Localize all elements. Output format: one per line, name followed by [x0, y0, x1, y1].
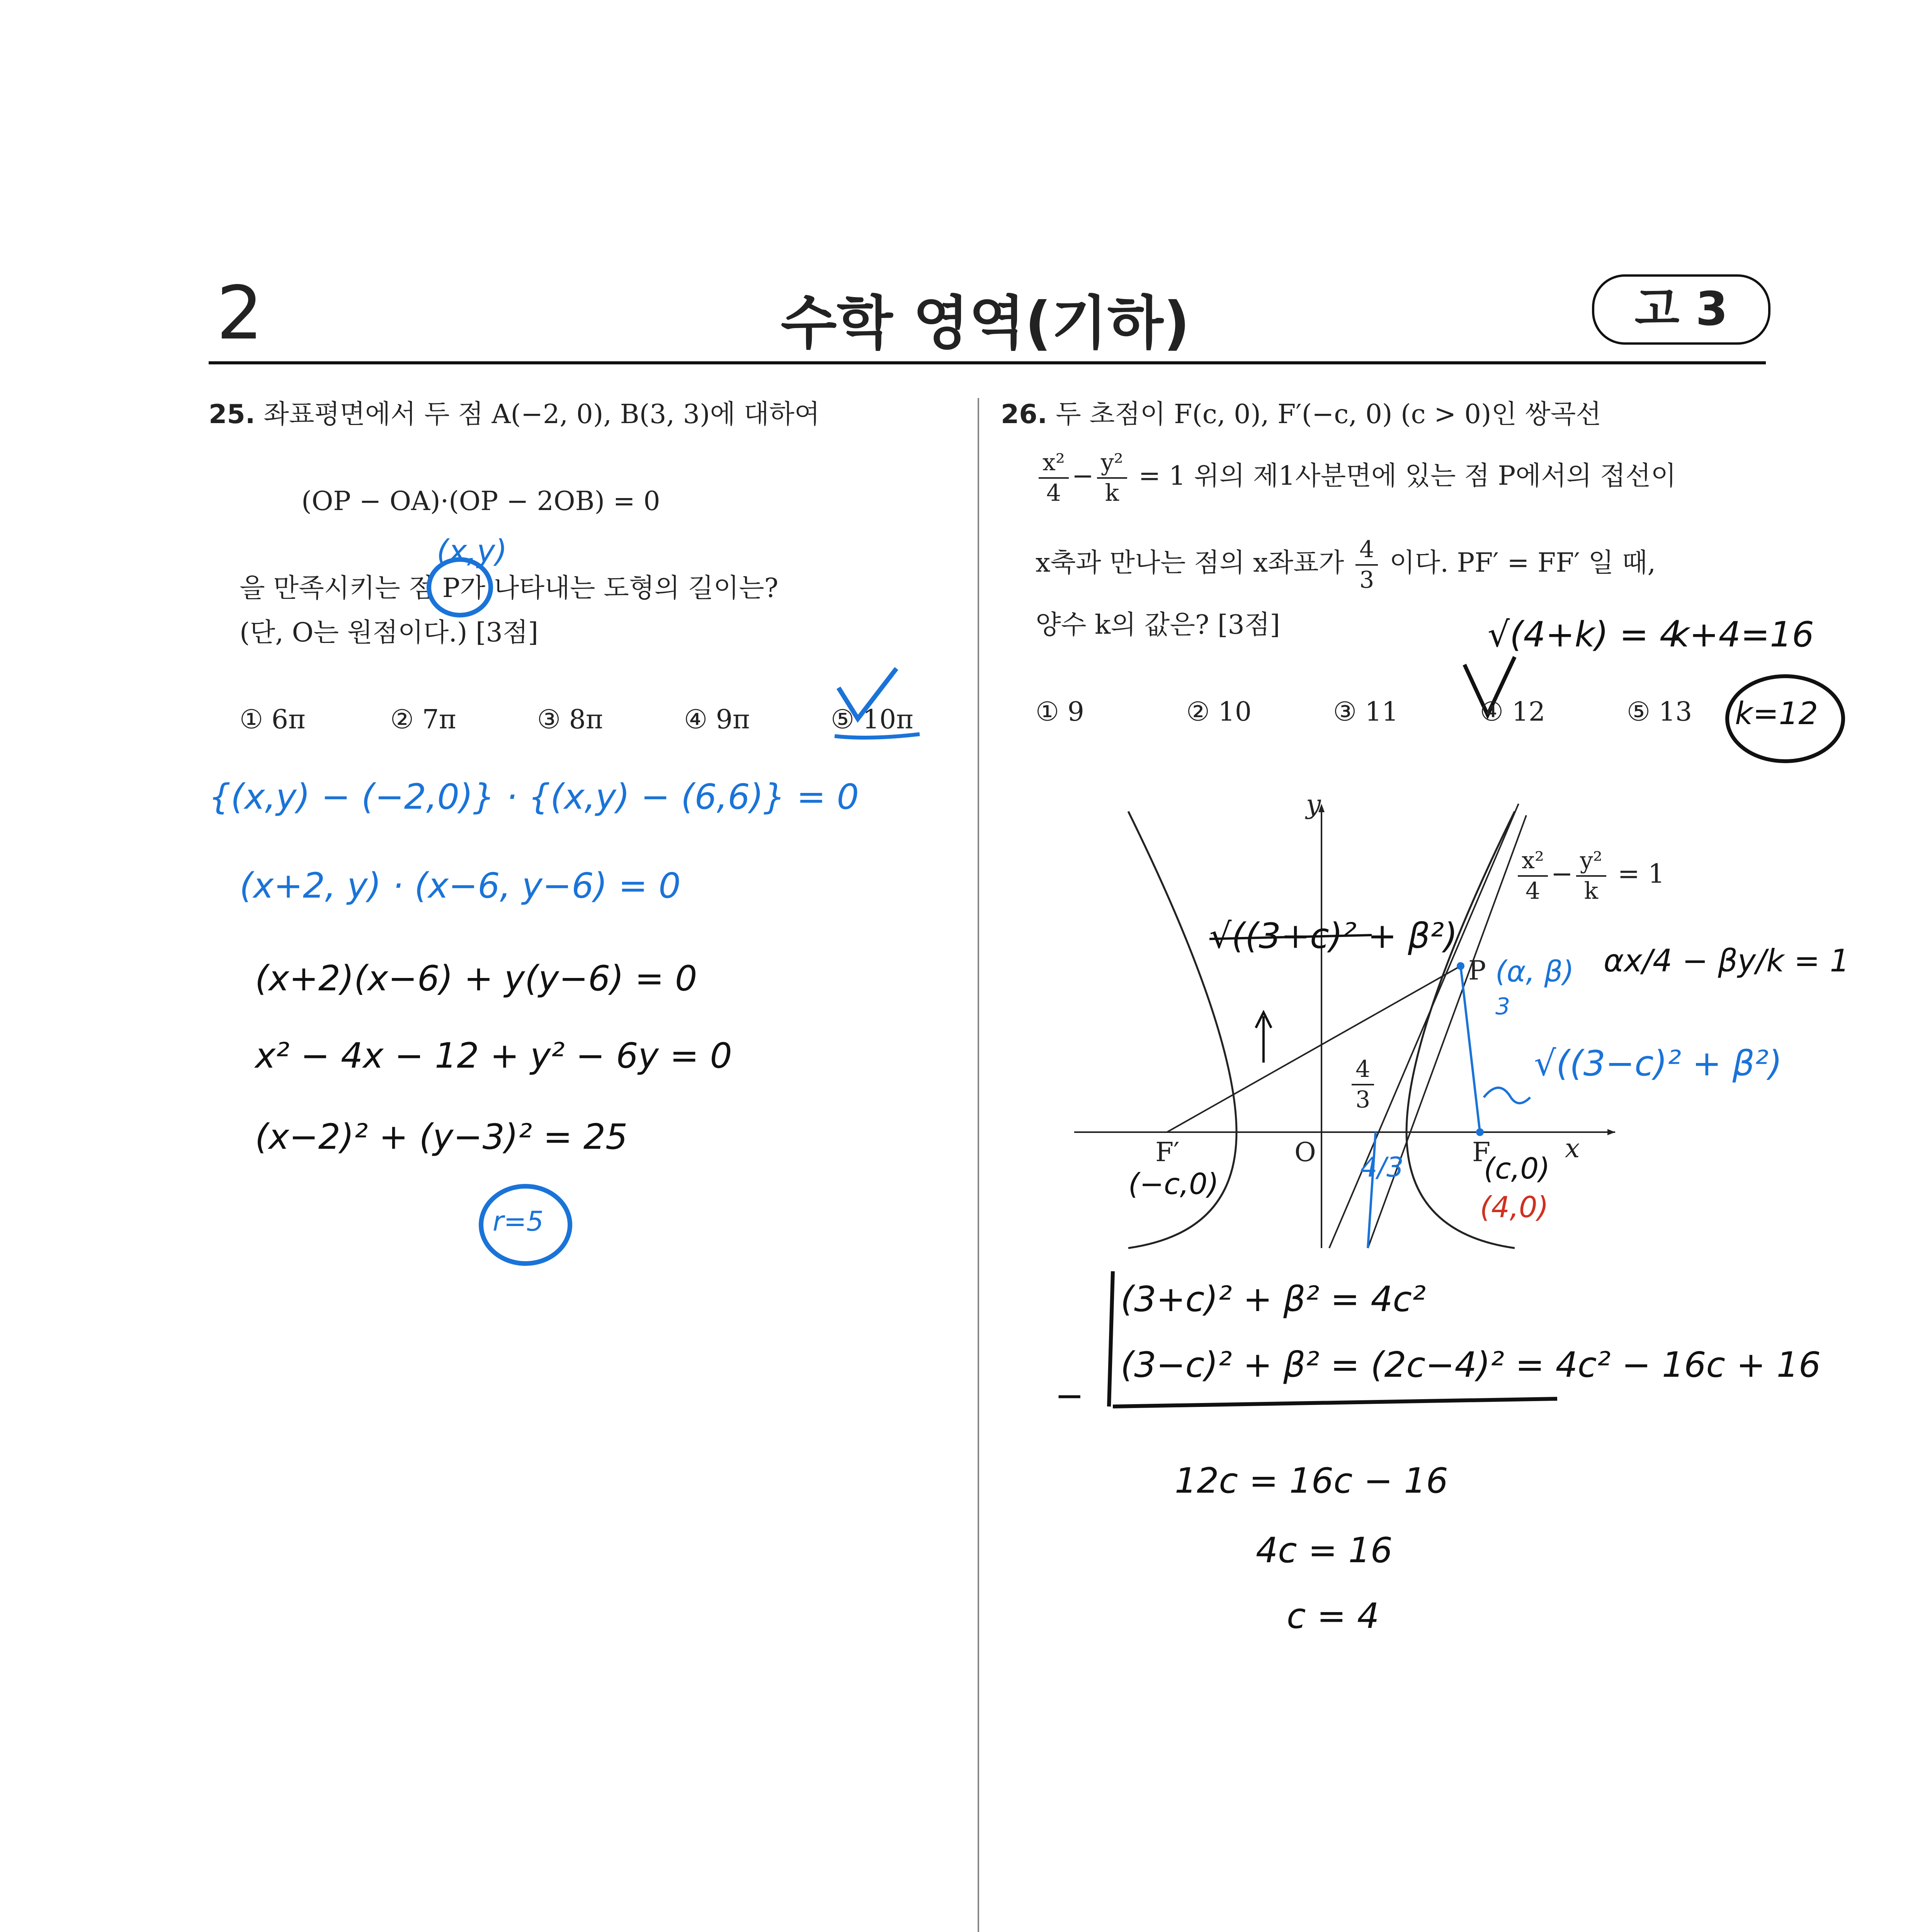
q25-hw-line4: x² − 4x − 12 + y² − 6y = 0: [255, 1036, 732, 1076]
q26-eq-num2: y²: [1097, 448, 1127, 479]
q25-stem: 좌표평면에서 두 점 A(−2, 0), B(3, 3)에 대하여: [264, 399, 820, 430]
q26-eq-frac2: [1097, 448, 1127, 508]
q26-hw-top1: √(4+k) = 4: [1488, 614, 1682, 655]
fig-p-label: P: [1468, 956, 1486, 986]
q26-hw-sol3: c = 4: [1287, 1596, 1379, 1636]
q26-line4: 양수 k의 값은? [3점]: [1036, 610, 1280, 640]
q26-hw-answer: k=12: [1735, 696, 1818, 731]
q25-hw-line1: {(x,y) − (−2,0)} · {(x,y) − (6,6)} = 0: [209, 777, 859, 817]
q26-choice-1[interactable]: ① 9: [1036, 697, 1084, 727]
q25-number: 25.: [209, 399, 255, 430]
q26-choice-2[interactable]: ② 10: [1186, 697, 1252, 727]
q26-eq-num1: x²: [1039, 448, 1069, 479]
fig-origin-label: O: [1294, 1137, 1316, 1168]
q25-check-mark: [838, 668, 896, 719]
fig-curve-num2: y²: [1576, 846, 1606, 877]
fig-x-label: x: [1565, 1133, 1580, 1164]
q26-line3-a: x축과 만나는 점의 x좌표가: [1036, 548, 1344, 578]
fig-curve-label: $\frac{\text{x²}}{4}$ − $\frac{\text{y²}}{k}$ = 1: [1515, 846, 1665, 906]
q26-hw-eq1: (3+c)² + β² = 4c²: [1121, 1279, 1426, 1320]
q26-hw-f-coord: (c,0): [1484, 1151, 1550, 1185]
q26-hw-pf-prime: √((3+c)² + β²): [1209, 916, 1458, 956]
q25-choice-1[interactable]: ① 6π: [240, 704, 306, 735]
q26-eq-den2: k: [1105, 480, 1119, 507]
fig-tick-4-3: [1349, 1055, 1377, 1114]
q26-eq-den1: 4: [1046, 480, 1061, 507]
q26-hw-fp-coord: (−c,0): [1128, 1167, 1219, 1201]
q26-choice-3[interactable]: ③ 11: [1333, 697, 1399, 727]
q26-hw-f-value: (4,0): [1480, 1190, 1549, 1224]
q25-choice-5[interactable]: ⑤ 10π: [831, 704, 913, 735]
q26-line3: [1036, 535, 1656, 595]
fig-curve-den2: k: [1584, 878, 1599, 905]
fig-f-label: F: [1472, 1137, 1491, 1168]
q26-frac-4-3: [1355, 535, 1378, 595]
q26-frac-num: 4: [1355, 535, 1378, 566]
fig-curve-frac1: [1518, 846, 1548, 906]
q26-hw-x-intercept: 4/3: [1360, 1151, 1404, 1183]
q26-line3-b: 이다. PF′ = FF′ 일 때,: [1389, 548, 1656, 578]
x-axis-arrow: [1607, 1129, 1615, 1135]
point-f-dot: [1476, 1128, 1484, 1136]
q26-frac-den: 3: [1359, 566, 1374, 594]
q25-hw-line2: (x+2, y) · (x−6, y−6) = 0: [240, 866, 681, 906]
q25-hw-line3: (x+2)(x−6) + y(y−6) = 0: [255, 958, 697, 999]
q25-line3: (단, O는 원점이다.) [3점]: [240, 617, 539, 648]
q26-eq-frac1: [1039, 448, 1069, 508]
q26-choice-4[interactable]: ④ 12: [1480, 697, 1546, 727]
page-number: 2: [216, 270, 263, 356]
q26-hw-sol2: 4c = 16: [1256, 1530, 1393, 1571]
page-title: 수학 영역(기하): [781, 290, 1190, 357]
q26-hw-minus: −: [1055, 1376, 1084, 1416]
fig-tick-num: 4: [1352, 1055, 1374, 1085]
q26-line2: $\frac{\text{x²}}{4}$ − $\frac{\text{y²}}{k}$ = 1 위의 제1사분면에 있는 점 P에서의 접선이: [1036, 448, 1676, 508]
hyperbola-figure: [1074, 792, 1770, 1275]
q25-hw-xy-note: (x,y): [437, 533, 507, 569]
q25-choice-4[interactable]: ④ 9π: [684, 704, 750, 735]
pf-prime-segment: [1167, 966, 1461, 1132]
q26-system-bracket: [1109, 1271, 1113, 1406]
q25-hw-line5: (x−2)² + (y−3)² = 25: [255, 1117, 628, 1157]
fig-curve-num1: x²: [1518, 846, 1548, 877]
fig-curve-rhs: = 1: [1617, 859, 1665, 889]
q26-subtract-line: [1113, 1399, 1557, 1406]
q26-hw-sol1: 12c = 16c − 16: [1175, 1461, 1448, 1501]
q25-equation: (OP − OA)·(OP − 2OB) = 0: [301, 486, 660, 517]
fig-fp-label: F′: [1155, 1137, 1180, 1168]
q25-choice-2[interactable]: ② 7π: [390, 704, 456, 735]
q26-number: 26.: [1001, 399, 1048, 430]
q26-stem: 두 초점이 F(c, 0), F′(−c, 0) (c > 0)인 쌍곡선: [1056, 399, 1601, 430]
hw-up-arrow: [1256, 1012, 1271, 1063]
fig-y-label: y: [1306, 789, 1321, 820]
fig-curve-den1: 4: [1525, 878, 1541, 905]
fig-curve-frac2: [1576, 846, 1606, 906]
q25-underline-mark: [835, 734, 920, 738]
q25-line2: 을 만족시키는 점 P가 나타내는 도형의 길이는?: [240, 573, 779, 604]
q26-stem-line: [1001, 398, 1601, 431]
q26-choice-5[interactable]: ⑤ 13: [1627, 697, 1692, 727]
q26-hw-alpha-note: 3: [1495, 993, 1510, 1020]
q26-hw-eq2: (3−c)² + β² = (2c−4)² = 4c² − 16c + 16: [1121, 1345, 1821, 1385]
grade-badge: 고 3: [1592, 274, 1770, 345]
fig-tick-den: 3: [1355, 1086, 1371, 1113]
q26-hw-top2: k+4=16: [1669, 614, 1814, 655]
q26-line2-rest: = 1 위의 제1사분면에 있는 점 P에서의 접선이: [1138, 461, 1677, 492]
q25-choice-3[interactable]: ③ 8π: [537, 704, 603, 735]
q26-hw-pf: √((3−c)² + β²): [1534, 1043, 1782, 1084]
fig-tick-frac: [1352, 1055, 1374, 1114]
pf-segment: [1461, 966, 1480, 1132]
hw-squiggle-arrow: [1484, 1088, 1530, 1103]
q26-hw-p-coord: (α, β): [1495, 954, 1574, 988]
q26-hw-tangent: αx/4 − βy/k = 1: [1604, 943, 1850, 979]
q25-hw-radius: r=5: [493, 1206, 544, 1237]
point-p-dot: [1457, 962, 1464, 970]
